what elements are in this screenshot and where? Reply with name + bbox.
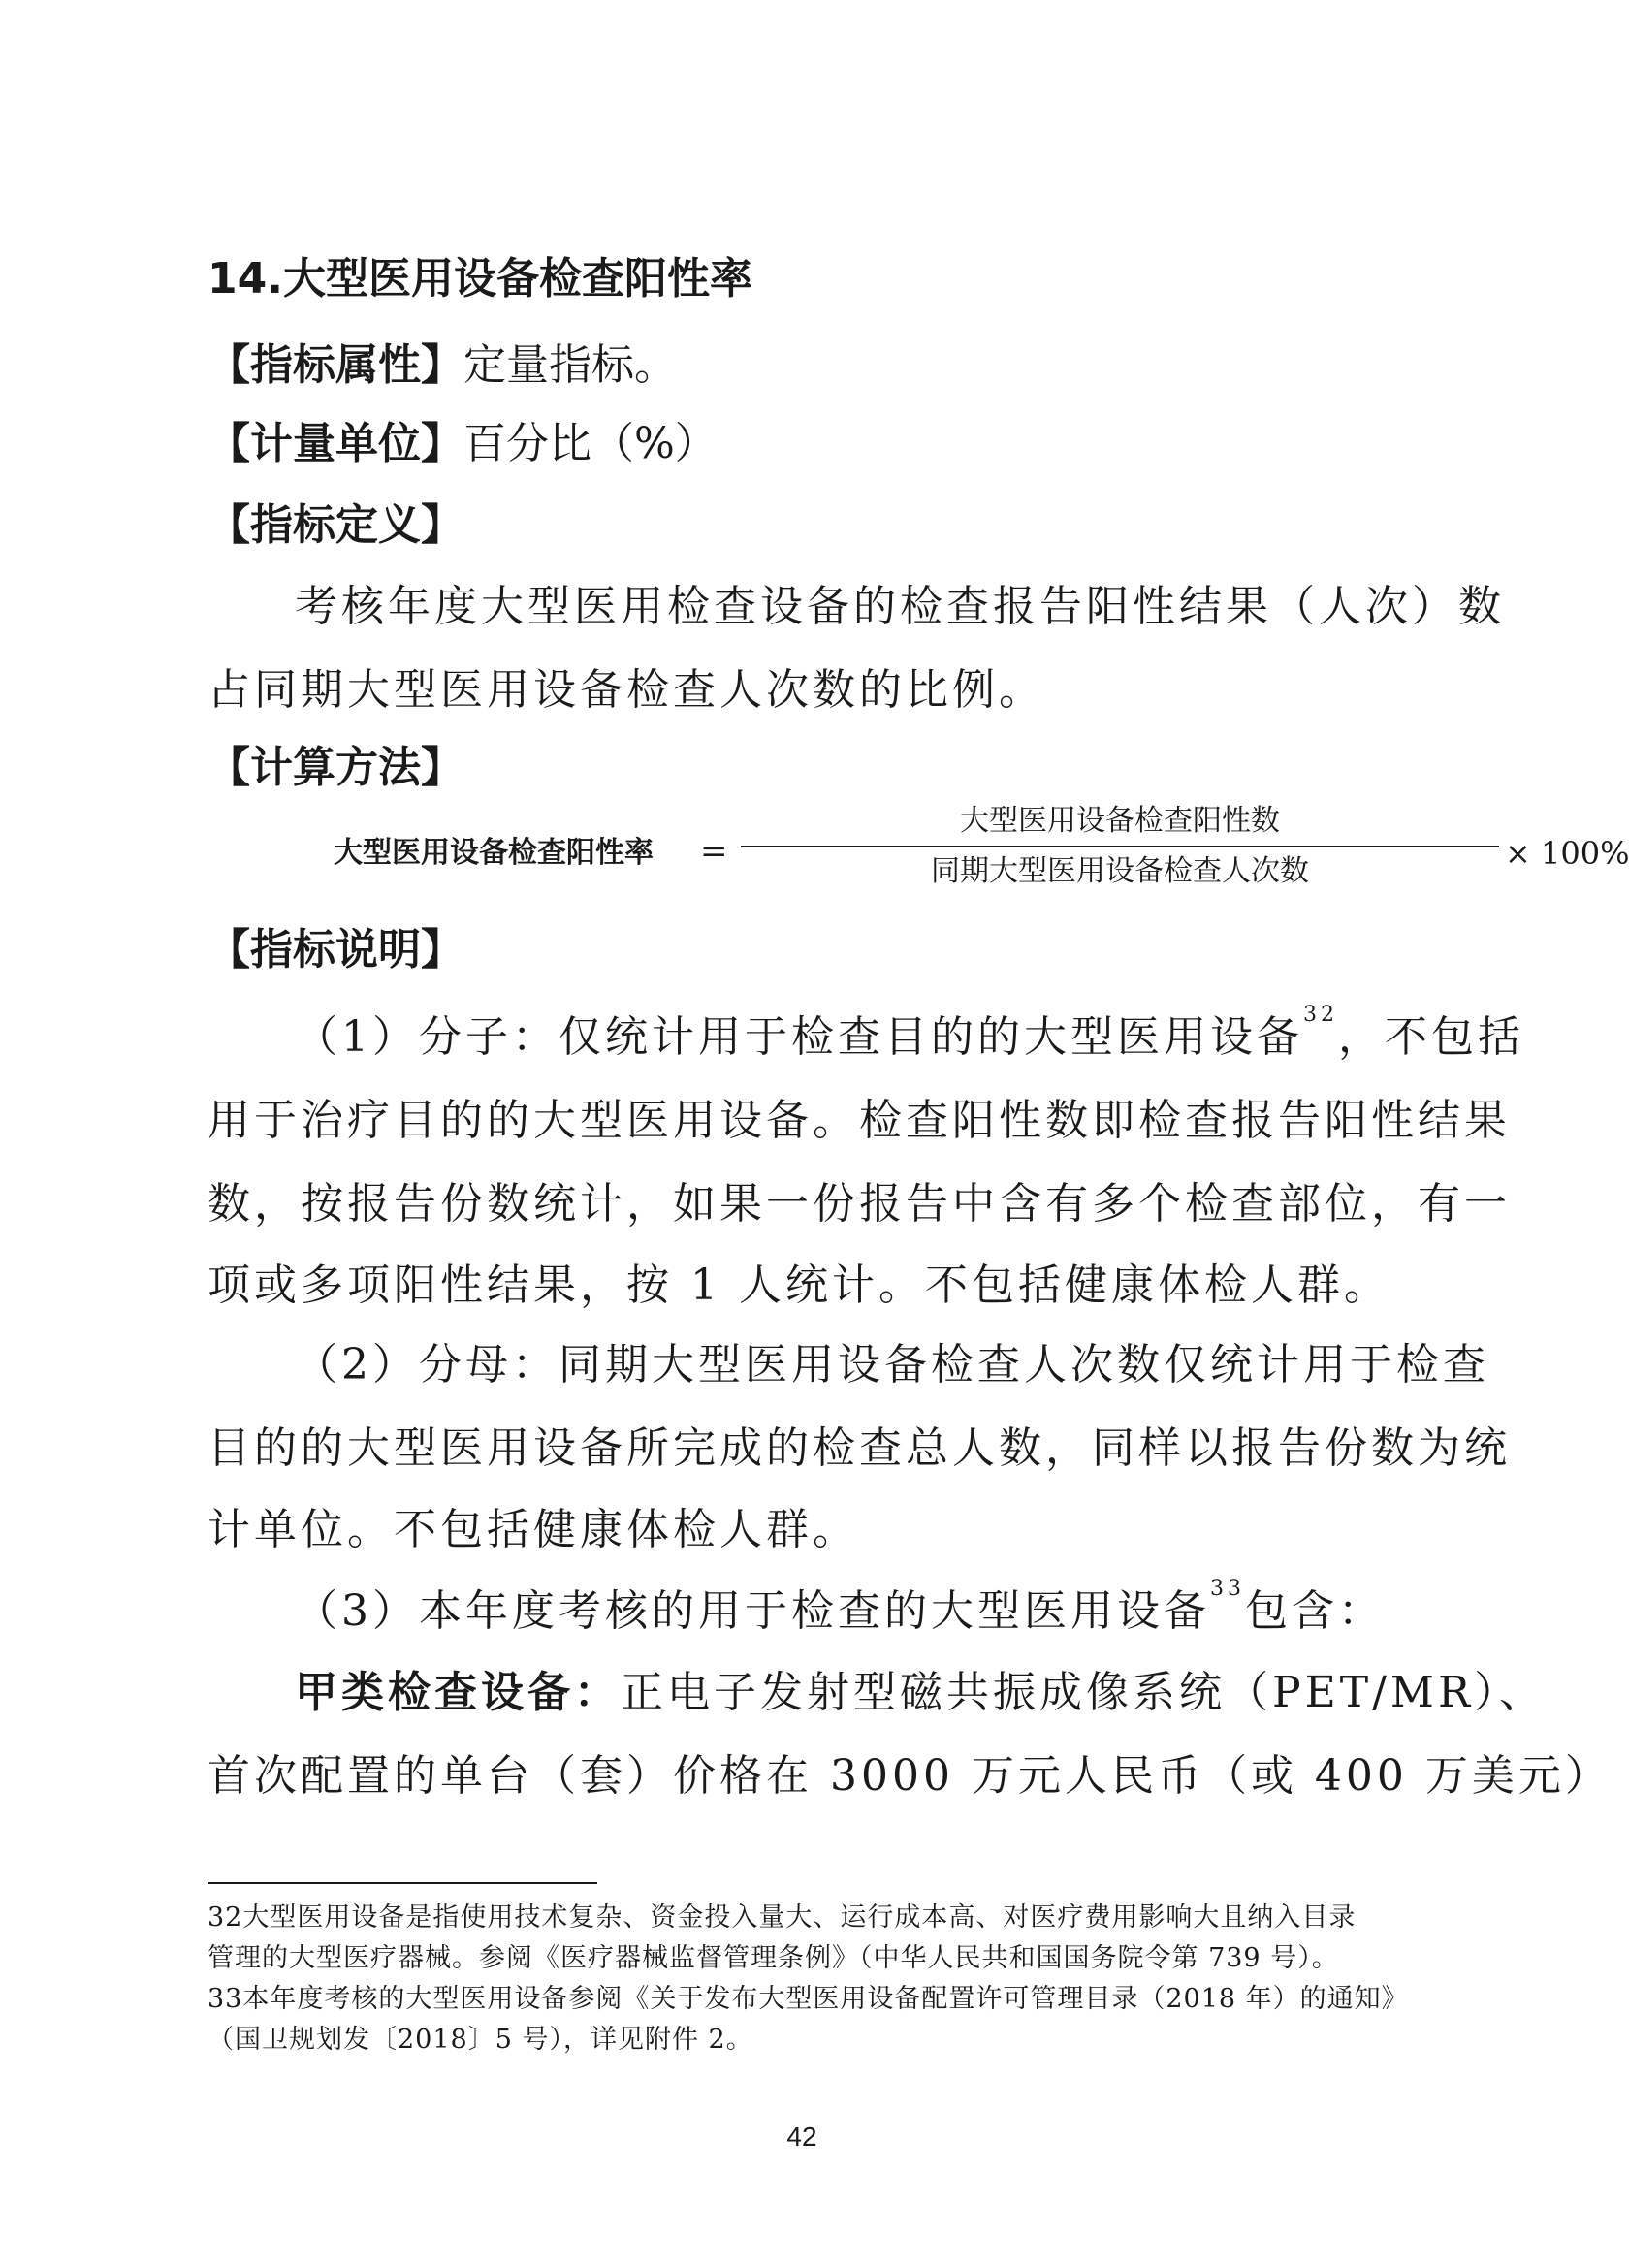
- section-calc-heading: [208, 739, 463, 797]
- definition-label: 【指标定义】: [208, 500, 463, 550]
- formula-fraction: [741, 801, 1499, 892]
- note3-line-1: [295, 1577, 1385, 1641]
- note1-line-1b: ，不包括: [1338, 1012, 1524, 1062]
- section-attribute: [208, 336, 677, 395]
- unit-label: 【计量单位】: [208, 419, 463, 468]
- note1-line-4: 项或多项阳性结果，按 1 人统计。不包括健康体检人群。: [208, 1261, 1390, 1310]
- note2-line-1: （2）分母：同期大型医用设备检查人次数仅统计用于检查: [295, 1340, 1489, 1390]
- formula-lhs: 大型医用设备检查阳性率: [334, 836, 654, 870]
- footnote-divider: [208, 1882, 597, 1884]
- formula: [334, 801, 1629, 908]
- note4-line-1-text: 正电子发射型磁共振成像系统（PET/MR）、: [621, 1668, 1547, 1717]
- calc-label: 【计算方法】: [208, 743, 463, 792]
- definition-line-2: 占同期大型医用设备检查人次数的比例。: [208, 665, 1045, 715]
- footnote-ref-33: 33: [1210, 1577, 1245, 1601]
- section-notes-heading: [208, 921, 463, 979]
- note1-line-1: [295, 1003, 1524, 1067]
- footnote-ref-32: 32: [1303, 1003, 1338, 1027]
- note4-line-2: 首次配置的单台（套）价格在 3000 万元人民币（或 400 万美元）: [208, 1751, 1612, 1801]
- indicator-title: 14.大型医用设备检查阳性率: [208, 254, 752, 303]
- note2-line-3: 计单位。不包括健康体检人群。: [208, 1505, 859, 1554]
- footnote-33-line-1: 33本年度考核的大型医用设备参阅《关于发布大型医用设备配置许可管理目录（2018 年）的通知》: [208, 1984, 1409, 2014]
- section-unit: [208, 415, 718, 473]
- note4-line-1: [295, 1664, 1546, 1722]
- note1-line-1a: （1）分子：仅统计用于检查目的的大型医用设备: [295, 1012, 1303, 1062]
- footnote-33-line-2: （国卫规划发〔2018〕5 号），详见附件 2。: [208, 2025, 753, 2055]
- formula-multiplier: × 100%: [1505, 835, 1629, 872]
- notes-label: 【指标说明】: [208, 925, 463, 974]
- attribute-value: 定量指标。: [463, 340, 677, 390]
- note1-line-2: 用于治疗目的的大型医用设备。检查阳性数即检查报告阳性结果: [208, 1096, 1511, 1145]
- note3-line-1b: 包含：: [1245, 1586, 1385, 1636]
- page-number: 42: [786, 2122, 817, 2152]
- note1-line-3: 数，按报告份数统计，如果一份报告中含有多个检查部位，有一: [208, 1179, 1511, 1229]
- footnote-32-line-2: 管理的大型医疗器械。参阅《医疗器械监督管理条例》（中华人民共和国国务院令第 739 号）。: [208, 1943, 1339, 1973]
- section-definition-heading: [208, 496, 463, 555]
- note3-line-1a: （3）本年度考核的用于检查的大型医用设备: [295, 1586, 1210, 1636]
- class-a-term: 甲类检查设备：: [295, 1668, 621, 1717]
- fraction-bar: [741, 846, 1499, 847]
- footnote-32-line-1: 32大型医用设备是指使用技术复杂、资金投入量大、运行成本高、对医疗费用影响大且纳入目录: [208, 1902, 1357, 1933]
- formula-numerator: 大型医用设备检查阳性数: [960, 804, 1280, 838]
- attribute-label: 【指标属性】: [208, 340, 463, 390]
- unit-value: 百分比（%）: [463, 419, 718, 468]
- formula-equals: =: [700, 832, 728, 871]
- definition-line-1: 考核年度大型医用检查设备的检查报告阳性结果（人次）数: [295, 582, 1505, 631]
- formula-denominator: 同期大型医用设备检查人次数: [931, 854, 1309, 888]
- note2-line-2: 目的的大型医用设备所完成的检查总人数，同样以报告份数为统: [208, 1423, 1511, 1473]
